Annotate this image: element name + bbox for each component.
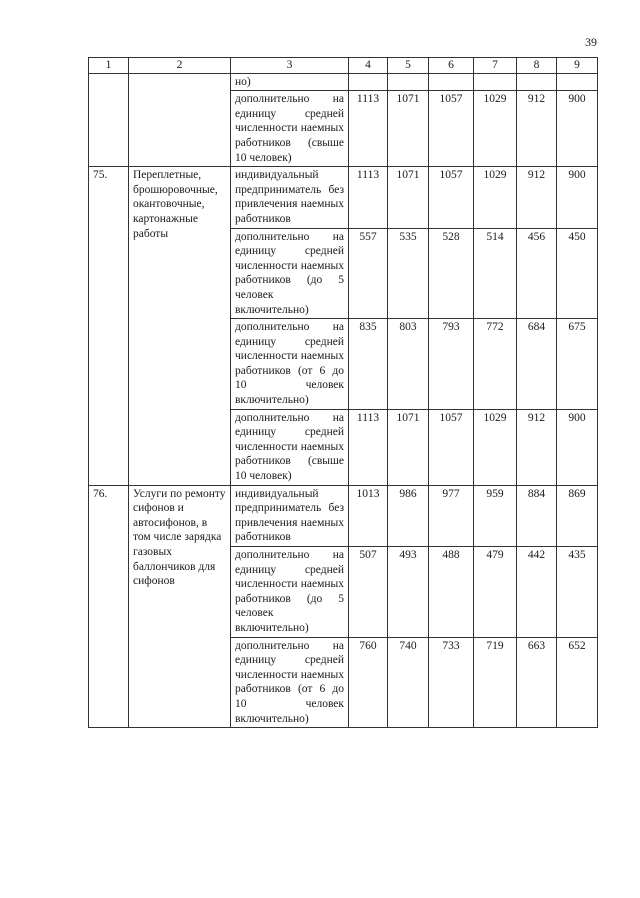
value-cell: 1071	[388, 167, 429, 228]
row-description: но)	[231, 73, 349, 91]
value-cell	[349, 73, 388, 91]
value-cell	[557, 73, 598, 91]
row-description: дополнительно на единицу средней численности наемных работников (от 6 до 10 человек включительно)	[231, 319, 349, 410]
value-cell: 986	[388, 485, 429, 546]
row-description: дополнительно на единицу средней численности наемных работников (до 5 человек включительно)	[231, 547, 349, 638]
value-cell: 557	[349, 228, 388, 319]
table-header	[89, 58, 598, 74]
value-cell: 1113	[349, 409, 388, 485]
value-cell: 435	[557, 547, 598, 638]
value-cell: 869	[557, 485, 598, 546]
value-cell: 900	[557, 167, 598, 228]
value-cell: 1057	[429, 409, 474, 485]
header-cell: 9	[557, 58, 598, 74]
header-cell: 7	[474, 58, 517, 74]
value-cell: 456	[517, 228, 557, 319]
value-cell: 493	[388, 547, 429, 638]
value-cell: 535	[388, 228, 429, 319]
value-cell: 884	[517, 485, 557, 546]
value-cell: 1057	[429, 167, 474, 228]
value-cell: 912	[517, 409, 557, 485]
header-cell: 1	[89, 58, 129, 74]
value-cell: 1071	[388, 409, 429, 485]
table-row	[89, 167, 598, 228]
value-cell: 793	[429, 319, 474, 410]
row-description: дополнительно на единицу средней численности наемных работников (от 6 до 10 человек включительно)	[231, 637, 349, 728]
value-cell: 488	[429, 547, 474, 638]
value-cell: 959	[474, 485, 517, 546]
group-title-cell: Услуги по ремонту сифонов и автосифонов, в том числе зарядка газовых баллончиков для сифонов	[129, 485, 231, 728]
value-cell	[388, 73, 429, 91]
value-cell: 1113	[349, 91, 388, 167]
value-cell: 663	[517, 637, 557, 728]
header-cell: 6	[429, 58, 474, 74]
value-cell: 1071	[388, 91, 429, 167]
value-cell	[474, 73, 517, 91]
value-cell: 684	[517, 319, 557, 410]
group-number-cell: 76.	[89, 485, 129, 728]
value-cell: 835	[349, 319, 388, 410]
row-description: индивидуальный предприниматель без привлечения наемных работников	[231, 167, 349, 228]
value-cell: 772	[474, 319, 517, 410]
value-cell: 1057	[429, 91, 474, 167]
value-cell: 803	[388, 319, 429, 410]
value-cell: 900	[557, 91, 598, 167]
tariff-table	[88, 57, 598, 728]
value-cell: 675	[557, 319, 598, 410]
value-cell: 900	[557, 409, 598, 485]
row-description: дополнительно на единицу средней численности наемных работников (свыше 10 человек)	[231, 409, 349, 485]
value-cell: 450	[557, 228, 598, 319]
header-cell: 4	[349, 58, 388, 74]
value-cell: 912	[517, 91, 557, 167]
group-number-cell: 75.	[89, 167, 129, 485]
value-cell	[517, 73, 557, 91]
group-number-cell	[89, 73, 129, 167]
value-cell: 507	[349, 547, 388, 638]
value-cell: 740	[388, 637, 429, 728]
value-cell: 719	[474, 637, 517, 728]
group-title-cell	[129, 73, 231, 167]
value-cell: 1029	[474, 409, 517, 485]
value-cell: 479	[474, 547, 517, 638]
table-row	[89, 73, 598, 91]
page-number: 39	[585, 35, 597, 49]
header-cell: 8	[517, 58, 557, 74]
value-cell: 1013	[349, 485, 388, 546]
header-cell: 2	[129, 58, 231, 74]
value-cell: 1029	[474, 91, 517, 167]
row-description: дополнительно на единицу средней численности наемных работников (до 5 человек включительно)	[231, 228, 349, 319]
value-cell: 514	[474, 228, 517, 319]
header-cell: 3	[231, 58, 349, 74]
header-cell: 5	[388, 58, 429, 74]
value-cell: 652	[557, 637, 598, 728]
row-description: дополнительно на единицу средней численности наемных работников (свыше 10 человек)	[231, 91, 349, 167]
value-cell: 760	[349, 637, 388, 728]
value-cell: 733	[429, 637, 474, 728]
value-cell: 977	[429, 485, 474, 546]
value-cell: 1029	[474, 167, 517, 228]
value-cell: 528	[429, 228, 474, 319]
value-cell: 912	[517, 167, 557, 228]
row-description: индивидуальный предприниматель без привлечения наемных работников	[231, 485, 349, 546]
value-cell: 1113	[349, 167, 388, 228]
value-cell: 442	[517, 547, 557, 638]
value-cell	[429, 73, 474, 91]
table-row	[89, 485, 598, 546]
group-title-cell: Переплетные, брошюровочные, окантовочные, картонажные работы	[129, 167, 231, 485]
